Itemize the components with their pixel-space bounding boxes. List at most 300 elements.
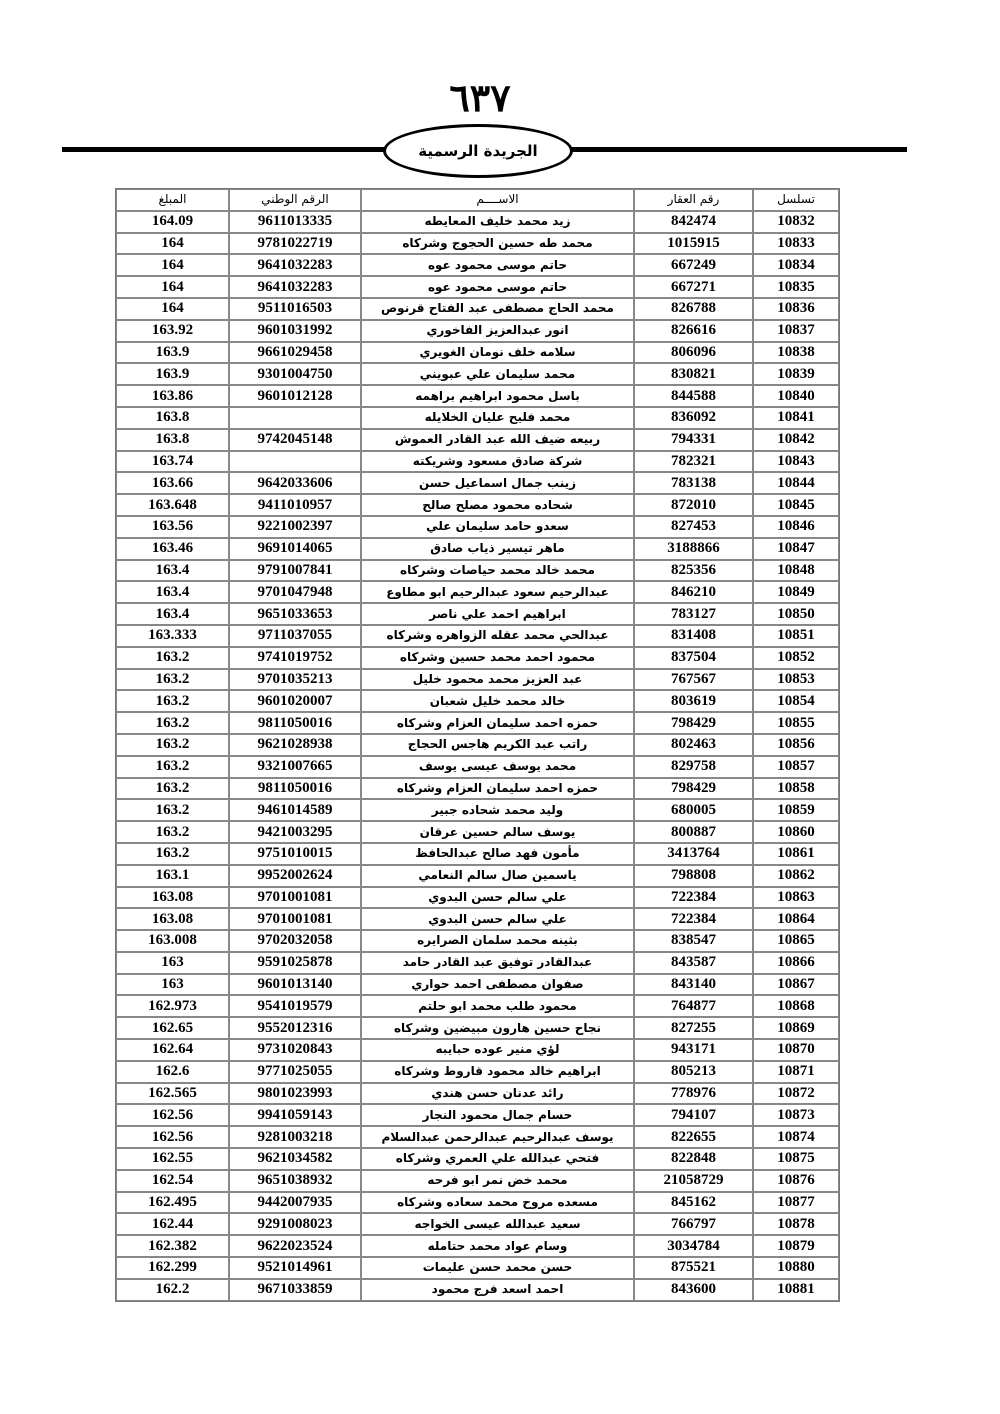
cell-amount: 163.92: [116, 320, 229, 342]
cell-national-id: [229, 451, 361, 473]
cell-amount: 163.2: [116, 843, 229, 865]
cell-name: ياسمين صال سالم النعامي: [361, 865, 634, 887]
table-row: [116, 581, 839, 603]
cell-serial: 10867: [753, 974, 839, 996]
cell-name: رائد عدنان حسن هندي: [361, 1083, 634, 1105]
cell-national-id: 9651038932: [229, 1170, 361, 1192]
cell-serial: 10869: [753, 1017, 839, 1039]
cell-amount: 163.2: [116, 647, 229, 669]
cell-name: حاتم موسى محمود عوه: [361, 254, 634, 276]
cell-serial: 10860: [753, 821, 839, 843]
table-row: [116, 995, 839, 1017]
table-row: [116, 516, 839, 538]
cell-property-no: 3188866: [634, 538, 753, 560]
cell-name: سعدو حامد سليمان علي: [361, 516, 634, 538]
table-row: [116, 254, 839, 276]
cell-property-no: 782321: [634, 451, 753, 473]
table-row: [116, 1235, 839, 1257]
cell-property-no: 798429: [634, 712, 753, 734]
cell-property-no: 838547: [634, 930, 753, 952]
cell-amount: 163.4: [116, 560, 229, 582]
cell-name: مأمون فهد صالح عبدالحافظ: [361, 843, 634, 865]
table-row: [116, 1104, 839, 1126]
table-row: [116, 1170, 839, 1192]
cell-serial: 10865: [753, 930, 839, 952]
cell-amount: 163.2: [116, 690, 229, 712]
cell-name: زينب جمال اسماعيل حسن: [361, 472, 634, 494]
masthead-title: الجريدة الرسمية: [418, 142, 538, 160]
cell-national-id: 9641032283: [229, 254, 361, 276]
cell-national-id: 9952002624: [229, 865, 361, 887]
cell-national-id: 9621034582: [229, 1148, 361, 1170]
cell-property-no: 680005: [634, 799, 753, 821]
cell-property-no: 872010: [634, 494, 753, 516]
cell-amount: 162.299: [116, 1257, 229, 1279]
table-row: [116, 1126, 839, 1148]
cell-national-id: 9301004750: [229, 363, 361, 385]
cell-property-no: 1015915: [634, 233, 753, 255]
cell-name: علي سالم حسن البدوي: [361, 908, 634, 930]
cell-name: حمزه احمد سليمان العزام وشركاه: [361, 778, 634, 800]
cell-amount: 162.54: [116, 1170, 229, 1192]
cell-national-id: 9601020007: [229, 690, 361, 712]
cell-serial: 10841: [753, 407, 839, 429]
cell-serial: 10850: [753, 603, 839, 625]
cell-name: ابراهيم احمد علي ناصر: [361, 603, 634, 625]
cell-national-id: 9221002397: [229, 516, 361, 538]
cell-amount: 162.44: [116, 1213, 229, 1235]
cell-serial: 10866: [753, 952, 839, 974]
cell-serial: 10872: [753, 1083, 839, 1105]
table-row: [116, 538, 839, 560]
cell-amount: 163.648: [116, 494, 229, 516]
cell-serial: 10879: [753, 1235, 839, 1257]
cell-amount: 162.55: [116, 1148, 229, 1170]
cell-serial: 10859: [753, 799, 839, 821]
cell-property-no: 798808: [634, 865, 753, 887]
cell-amount: 164: [116, 254, 229, 276]
cell-amount: 162.56: [116, 1126, 229, 1148]
cell-amount: 162.495: [116, 1192, 229, 1214]
table-row: [116, 712, 839, 734]
cell-name: يوسف سالم حسين عرقان: [361, 821, 634, 843]
table-row: [116, 799, 839, 821]
cell-name: ربيعه ضيف الله عبد القادر العموش: [361, 429, 634, 451]
cell-serial: 10847: [753, 538, 839, 560]
cell-national-id: 9641032283: [229, 276, 361, 298]
cell-property-no: 825356: [634, 560, 753, 582]
cell-national-id: 9701035213: [229, 669, 361, 691]
cell-name: احمد اسعد فرج محمود: [361, 1279, 634, 1301]
table-row: [116, 1257, 839, 1279]
cell-amount: 163.8: [116, 429, 229, 451]
table-row: [116, 1192, 839, 1214]
cell-property-no: 722384: [634, 908, 753, 930]
cell-serial: 10837: [753, 320, 839, 342]
cell-serial: 10873: [753, 1104, 839, 1126]
cell-national-id: 9691014065: [229, 538, 361, 560]
cell-national-id: 9811050016: [229, 712, 361, 734]
cell-serial: 10877: [753, 1192, 839, 1214]
cell-name: نجاح حسين هارون مبيضين وشركاه: [361, 1017, 634, 1039]
column-header-national-id: الرقم الوطني: [229, 189, 361, 211]
cell-national-id: 9461014589: [229, 799, 361, 821]
masthead-oval: [383, 124, 573, 178]
table-row: [116, 952, 839, 974]
table-row: [116, 472, 839, 494]
cell-name: خالد محمد خليل شعبان: [361, 690, 634, 712]
cell-serial: 10858: [753, 778, 839, 800]
cell-national-id: 9701001081: [229, 908, 361, 930]
cell-national-id: 9811050016: [229, 778, 361, 800]
column-header-name: الاســــم: [361, 189, 634, 211]
cell-amount: 164: [116, 276, 229, 298]
cell-national-id: 9321007665: [229, 756, 361, 778]
cell-serial: 10864: [753, 908, 839, 930]
cell-name: محمود احمد محمد حسين وشركاه: [361, 647, 634, 669]
cell-property-no: 783138: [634, 472, 753, 494]
cell-property-no: 831408: [634, 625, 753, 647]
cell-amount: 163: [116, 974, 229, 996]
cell-amount: 163.08: [116, 887, 229, 909]
cell-serial: 10854: [753, 690, 839, 712]
cell-serial: 10856: [753, 734, 839, 756]
cell-national-id: 9742045148: [229, 429, 361, 451]
cell-serial: 10843: [753, 451, 839, 473]
cell-amount: 163.46: [116, 538, 229, 560]
cell-name: راتب عبد الكريم هاجس الحجاج: [361, 734, 634, 756]
table-row: [116, 603, 839, 625]
cell-property-no: 722384: [634, 887, 753, 909]
cell-national-id: 9741019752: [229, 647, 361, 669]
cell-name: علي سالم حسن البدوي: [361, 887, 634, 909]
table-row: [116, 843, 839, 865]
cell-serial: 10836: [753, 298, 839, 320]
cell-name: حمزه احمد سليمان العزام وشركاه: [361, 712, 634, 734]
cell-serial: 10833: [753, 233, 839, 255]
cell-amount: 163.2: [116, 734, 229, 756]
table-row: [116, 363, 839, 385]
cell-serial: 10842: [753, 429, 839, 451]
cell-national-id: 9801023993: [229, 1083, 361, 1105]
cell-national-id: 9791007841: [229, 560, 361, 582]
cell-amount: 162.565: [116, 1083, 229, 1105]
table-row: [116, 930, 839, 952]
cell-name: حسام جمال محمود النجار: [361, 1104, 634, 1126]
cell-name: وليد محمد شحاده جبير: [361, 799, 634, 821]
cell-national-id: 9701047948: [229, 581, 361, 603]
cell-property-no: 837504: [634, 647, 753, 669]
cell-national-id: 9702032058: [229, 930, 361, 952]
cell-serial: 10839: [753, 363, 839, 385]
cell-serial: 10862: [753, 865, 839, 887]
cell-property-no: 843587: [634, 952, 753, 974]
cell-name: حاتم موسى محمود عوه: [361, 276, 634, 298]
cell-amount: 164: [116, 233, 229, 255]
table-row: [116, 734, 839, 756]
table-row: [116, 821, 839, 843]
cell-name: فتحي عبدالله علي العمري وشركاه: [361, 1148, 634, 1170]
cell-amount: 162.2: [116, 1279, 229, 1301]
cell-name: مسعده مروح محمد سعاده وشركاه: [361, 1192, 634, 1214]
table-row: [116, 647, 839, 669]
cell-amount: 163.333: [116, 625, 229, 647]
cell-name: سعيد عبدالله عيسى الخواجه: [361, 1213, 634, 1235]
cell-serial: 10846: [753, 516, 839, 538]
cell-serial: 10861: [753, 843, 839, 865]
table-row: [116, 1083, 839, 1105]
table-row: [116, 778, 839, 800]
page-number: ٦٣٧: [449, 75, 511, 120]
cell-amount: 162.973: [116, 995, 229, 1017]
cell-amount: 162.6: [116, 1061, 229, 1083]
cell-amount: 163.9: [116, 363, 229, 385]
table-row: [116, 690, 839, 712]
cell-amount: 163.86: [116, 385, 229, 407]
cell-property-no: 836092: [634, 407, 753, 429]
cell-property-no: 826616: [634, 320, 753, 342]
cell-name: شحاده محمود مصلح صالح: [361, 494, 634, 516]
cell-amount: 163.74: [116, 451, 229, 473]
cell-property-no: 778976: [634, 1083, 753, 1105]
cell-name: محمد طه حسين الحجوج وشركاه: [361, 233, 634, 255]
cell-property-no: 842474: [634, 211, 753, 233]
cell-national-id: 9611013335: [229, 211, 361, 233]
cell-property-no: 830821: [634, 363, 753, 385]
cell-property-no: 822848: [634, 1148, 753, 1170]
cell-name: شركة صادق مسعود وشريكته: [361, 451, 634, 473]
cell-national-id: 9622023524: [229, 1235, 361, 1257]
cell-amount: 162.56: [116, 1104, 229, 1126]
cell-serial: 10874: [753, 1126, 839, 1148]
cell-amount: 163.008: [116, 930, 229, 952]
column-header-serial: تسلسل: [753, 189, 839, 211]
table-row: [116, 1279, 839, 1301]
cell-serial: 10875: [753, 1148, 839, 1170]
table-row: [116, 560, 839, 582]
cell-property-no: 846210: [634, 581, 753, 603]
table-row: [116, 756, 839, 778]
cell-property-no: 794107: [634, 1104, 753, 1126]
cell-amount: 163.8: [116, 407, 229, 429]
cell-serial: 10868: [753, 995, 839, 1017]
cell-national-id: 9771025055: [229, 1061, 361, 1083]
cell-name: ابراهيم خالد محمود قاروط وشركاه: [361, 1061, 634, 1083]
cell-name: عبدالقادر توفيق عبد القادر حامد: [361, 952, 634, 974]
cell-national-id: 9941059143: [229, 1104, 361, 1126]
cell-serial: 10851: [753, 625, 839, 647]
cell-name: عبد العزيز محمد محمود خليل: [361, 669, 634, 691]
table-row: [116, 320, 839, 342]
cell-national-id: 9701001081: [229, 887, 361, 909]
cell-name: باسل محمود ابراهيم براهمه: [361, 385, 634, 407]
cell-amount: 163.4: [116, 603, 229, 625]
cell-name: ماهر تيسير ذياب صادق: [361, 538, 634, 560]
cell-property-no: 943171: [634, 1039, 753, 1061]
cell-serial: 10855: [753, 712, 839, 734]
cell-serial: 10844: [753, 472, 839, 494]
cell-amount: 163.4: [116, 581, 229, 603]
cell-serial: 10852: [753, 647, 839, 669]
cell-property-no: 827255: [634, 1017, 753, 1039]
cell-property-no: 800887: [634, 821, 753, 843]
table-row: [116, 385, 839, 407]
table-row: [116, 1213, 839, 1235]
cell-property-no: 875521: [634, 1257, 753, 1279]
cell-amount: 163.56: [116, 516, 229, 538]
cell-amount: 163.2: [116, 712, 229, 734]
cell-serial: 10835: [753, 276, 839, 298]
cell-serial: 10870: [753, 1039, 839, 1061]
cell-property-no: 802463: [634, 734, 753, 756]
cell-national-id: 9552012316: [229, 1017, 361, 1039]
table-row: [116, 429, 839, 451]
cell-amount: 162.65: [116, 1017, 229, 1039]
cell-name: محمود طلب محمد ابو حلتم: [361, 995, 634, 1017]
cell-national-id: 9601013140: [229, 974, 361, 996]
cell-national-id: 9781022719: [229, 233, 361, 255]
cell-amount: 164.09: [116, 211, 229, 233]
cell-property-no: 845162: [634, 1192, 753, 1214]
cell-property-no: 826788: [634, 298, 753, 320]
cell-serial: 10853: [753, 669, 839, 691]
cell-property-no: 843140: [634, 974, 753, 996]
cell-property-no: 3413764: [634, 843, 753, 865]
cell-amount: 163.9: [116, 342, 229, 364]
cell-amount: 163.08: [116, 908, 229, 930]
column-header-property-no: رقم العقار: [634, 189, 753, 211]
cell-serial: 10849: [753, 581, 839, 603]
cell-national-id: 9601031992: [229, 320, 361, 342]
cell-property-no: 766797: [634, 1213, 753, 1235]
table-row: [116, 233, 839, 255]
cell-property-no: 21058729: [634, 1170, 753, 1192]
cell-serial: 10863: [753, 887, 839, 909]
cell-name: صفوان مصطفى احمد حواري: [361, 974, 634, 996]
table-row: [116, 451, 839, 473]
cell-serial: 10880: [753, 1257, 839, 1279]
cell-name: عبدالحي محمد عقله الزواهره وشركاه: [361, 625, 634, 647]
cell-name: يوسف عبدالرحيم عبدالرحمن عبدالسلام: [361, 1126, 634, 1148]
table-row: [116, 342, 839, 364]
cell-amount: 163.2: [116, 799, 229, 821]
cell-property-no: 805213: [634, 1061, 753, 1083]
cell-national-id: [229, 407, 361, 429]
cell-property-no: 843600: [634, 1279, 753, 1301]
cell-name: محمد الحاج مصطفى عبد الفتاح قرنوص: [361, 298, 634, 320]
table-row: [116, 865, 839, 887]
cell-national-id: 9411010957: [229, 494, 361, 516]
cell-name: وسام عواد محمد حتامله: [361, 1235, 634, 1257]
cell-name: محمد خض نمر ابو فرحه: [361, 1170, 634, 1192]
cell-serial: 10832: [753, 211, 839, 233]
table-row: [116, 1061, 839, 1083]
cell-national-id: 9751010015: [229, 843, 361, 865]
table-row: [116, 908, 839, 930]
cell-name: محمد فليح عليان الخلايله: [361, 407, 634, 429]
cell-serial: 10840: [753, 385, 839, 407]
table-row: [116, 625, 839, 647]
cell-national-id: 9511016503: [229, 298, 361, 320]
cell-property-no: 844588: [634, 385, 753, 407]
cell-amount: 162.64: [116, 1039, 229, 1061]
cell-national-id: 9281003218: [229, 1126, 361, 1148]
table-row: [116, 276, 839, 298]
cell-national-id: 9731020843: [229, 1039, 361, 1061]
cell-serial: 10876: [753, 1170, 839, 1192]
cell-serial: 10881: [753, 1279, 839, 1301]
cell-property-no: 667271: [634, 276, 753, 298]
cell-property-no: 767567: [634, 669, 753, 691]
register-table: [115, 188, 840, 1302]
cell-property-no: 827453: [634, 516, 753, 538]
cell-serial: 10857: [753, 756, 839, 778]
cell-property-no: 822655: [634, 1126, 753, 1148]
table-row: [116, 974, 839, 996]
table-row: [116, 211, 839, 233]
cell-name: محمد سليمان علي عبويني: [361, 363, 634, 385]
cell-amount: 163.2: [116, 669, 229, 691]
cell-serial: 10834: [753, 254, 839, 276]
cell-serial: 10838: [753, 342, 839, 364]
cell-property-no: 667249: [634, 254, 753, 276]
cell-name: محمد يوسف عيسى يوسف: [361, 756, 634, 778]
cell-national-id: 9442007935: [229, 1192, 361, 1214]
cell-national-id: 9541019579: [229, 995, 361, 1017]
cell-national-id: 9421003295: [229, 821, 361, 843]
cell-serial: 10878: [753, 1213, 839, 1235]
cell-amount: 163.2: [116, 778, 229, 800]
cell-amount: 163.1: [116, 865, 229, 887]
cell-national-id: 9601012128: [229, 385, 361, 407]
table-row: [116, 1017, 839, 1039]
cell-property-no: 806096: [634, 342, 753, 364]
cell-property-no: 794331: [634, 429, 753, 451]
cell-property-no: 803619: [634, 690, 753, 712]
cell-name: حسن محمد حسن عليمات: [361, 1257, 634, 1279]
cell-national-id: 9621028938: [229, 734, 361, 756]
column-header-amount: المبلغ: [116, 189, 229, 211]
cell-amount: 163.2: [116, 756, 229, 778]
cell-property-no: 764877: [634, 995, 753, 1017]
cell-national-id: 9521014961: [229, 1257, 361, 1279]
cell-serial: 10848: [753, 560, 839, 582]
table-row: [116, 1039, 839, 1061]
cell-name: عبدالرحيم سعود عبدالرحيم ابو مطاوع: [361, 581, 634, 603]
cell-national-id: 9591025878: [229, 952, 361, 974]
cell-national-id: 9642033606: [229, 472, 361, 494]
cell-name: محمد خالد محمد حياصات وشركاه: [361, 560, 634, 582]
table-header-row: [116, 189, 839, 211]
cell-amount: 163.66: [116, 472, 229, 494]
cell-property-no: 829758: [634, 756, 753, 778]
table-row: [116, 669, 839, 691]
cell-national-id: 9651033653: [229, 603, 361, 625]
cell-property-no: 783127: [634, 603, 753, 625]
cell-name: سلامه خلف نومان الغويري: [361, 342, 634, 364]
table-row: [116, 298, 839, 320]
cell-national-id: 9291008023: [229, 1213, 361, 1235]
cell-name: زيد محمد خليف المعايطه: [361, 211, 634, 233]
cell-amount: 164: [116, 298, 229, 320]
cell-name: لؤي منير عوده حبايبه: [361, 1039, 634, 1061]
cell-national-id: 9661029458: [229, 342, 361, 364]
cell-property-no: 3034784: [634, 1235, 753, 1257]
cell-amount: 163.2: [116, 821, 229, 843]
cell-national-id: 9671033859: [229, 1279, 361, 1301]
table-row: [116, 407, 839, 429]
cell-amount: 162.382: [116, 1235, 229, 1257]
